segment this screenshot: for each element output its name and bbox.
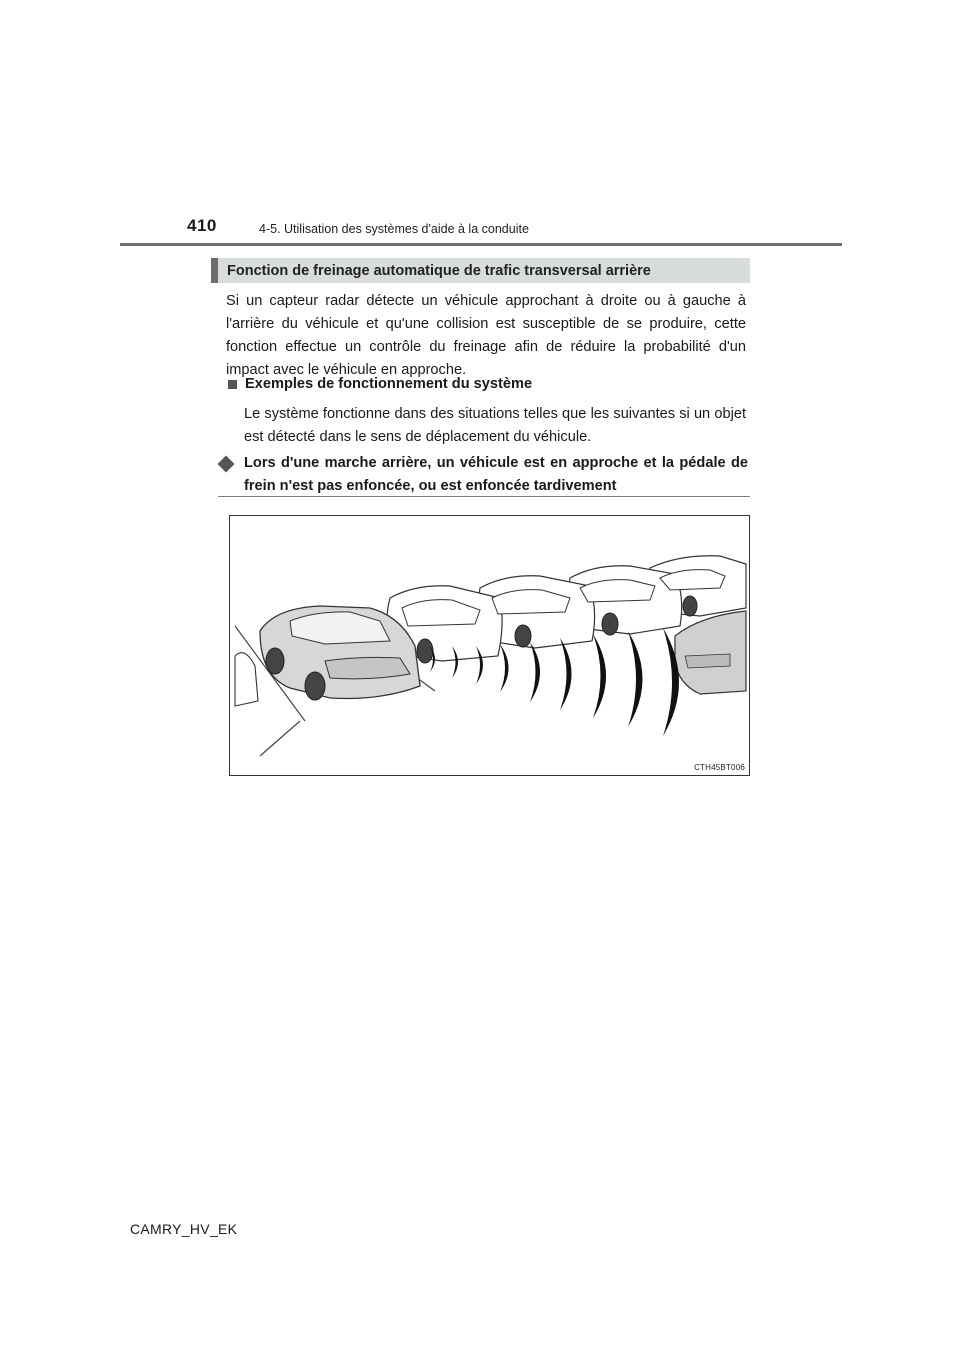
approaching-car (675, 611, 746, 694)
square-bullet-icon (228, 380, 237, 389)
scenario-heading: Lors d'une marche arrière, un véhicule est en approche et la pédale de frein n'est pas enfoncée, ou est enfoncée tardivement (244, 455, 748, 494)
scenario-heading-row (218, 452, 748, 498)
header-divider (120, 243, 842, 246)
bullet-heading-row (226, 376, 746, 392)
bullet-heading: Exemples de fonctionnement du système (245, 376, 533, 392)
illustration-figure (229, 515, 750, 776)
parking-illustration (230, 516, 750, 776)
footer-model-code: CAMRY_HV_EK (130, 1221, 238, 1237)
section-title: 4-5. Utilisation des systèmes d'aide à la conduite (259, 222, 529, 236)
subheading-title: Fonction de freinage automatique de trafic transversal arrière (227, 262, 651, 279)
bullet-paragraph: Le système fonctionne dans des situations telles que les suivantes si un objet est détecté dans le sens de déplacement du véhicule. (244, 406, 746, 445)
figure-code: CTH45BT006 (694, 763, 745, 772)
intro-paragraph: Si un capteur radar détecte un véhicule approchant à droite ou à gauche à l'arrière du véhicule et qu'une collision est susceptible de se produire, cette fonction effectue un contrôle du freinage afin de réduire la probabilité d'un impact avec le véhicule en approche. (226, 293, 746, 378)
diamond-bullet-icon (218, 456, 235, 473)
scenario-divider (218, 496, 750, 497)
page-number: 410 (187, 216, 217, 235)
subheading-bar (211, 258, 750, 283)
